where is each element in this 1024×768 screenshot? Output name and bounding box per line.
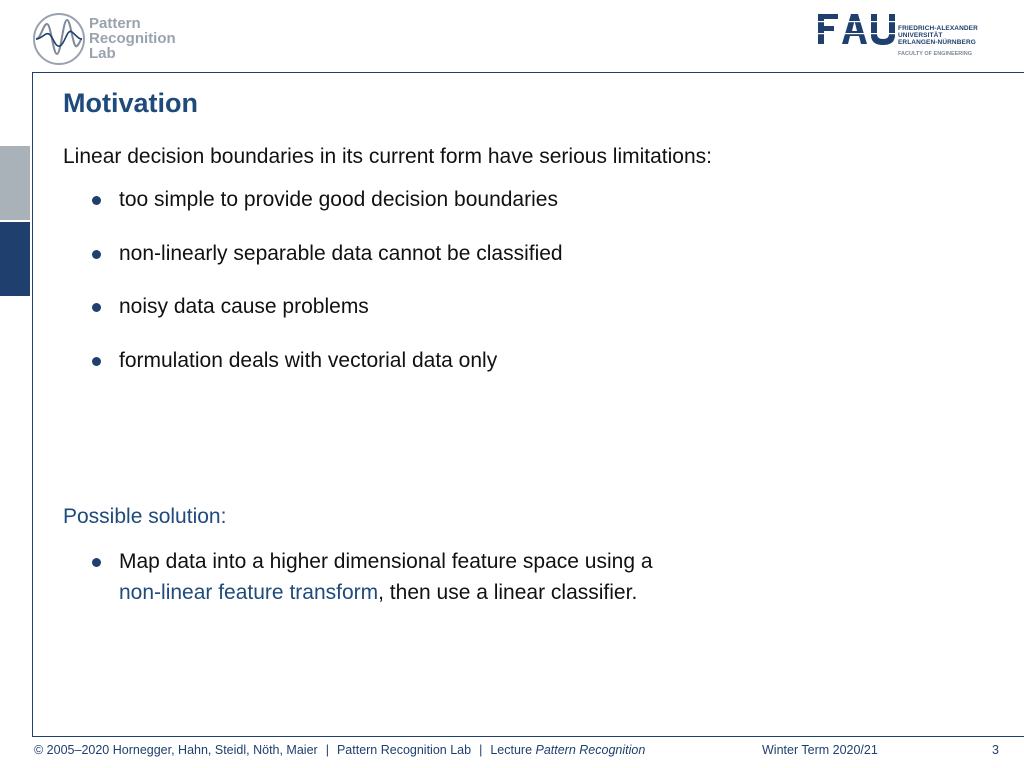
footer bbox=[0, 740, 1024, 764]
bullet-icon bbox=[92, 357, 101, 366]
list-item-text: non-linearly separable data cannot be classified bbox=[119, 242, 563, 265]
list-item bbox=[92, 242, 563, 266]
waveform-circle-icon bbox=[32, 12, 86, 66]
header bbox=[0, 0, 1024, 72]
page-number: 3 bbox=[992, 743, 999, 757]
list-item-text: too simple to provide good decision boundaries bbox=[119, 188, 558, 211]
prl-logo-line: Lab bbox=[89, 45, 116, 62]
solution-line-1: Map data into a higher dimensional feature space using a bbox=[119, 550, 653, 573]
fau-wordmark bbox=[818, 12, 896, 46]
list-item bbox=[92, 349, 497, 373]
footer-copyright: © 2005–2020 Hornegger, Hahn, Steidl, Nöth, Maier bbox=[34, 743, 318, 757]
fau-logo-line: ERLANGEN-NÜRNBERG bbox=[898, 39, 976, 46]
slide-title: Motivation bbox=[63, 88, 198, 118]
fau-logo-line: UNIVERSITÄT bbox=[898, 32, 943, 39]
solution-line-2-rest: , then use a linear classifier. bbox=[378, 581, 638, 604]
bullet-icon bbox=[92, 250, 101, 259]
list-item-text: formulation deals with vectorial data only bbox=[119, 349, 498, 372]
prl-logo-text bbox=[89, 16, 176, 61]
footer-left bbox=[34, 743, 645, 757]
list-item-text: noisy data cause problems bbox=[119, 295, 369, 318]
bullet-icon bbox=[92, 303, 101, 312]
footer-lab: Pattern Recognition Lab bbox=[336, 743, 472, 757]
solution-highlight: non-linear feature transform bbox=[119, 581, 379, 604]
footer-lecture-prefix: Lecture bbox=[490, 743, 536, 757]
side-tab-gray bbox=[0, 146, 30, 220]
footer-term: Winter Term 2020/21 bbox=[762, 743, 878, 757]
possible-solution-label: Possible solution: bbox=[63, 505, 227, 528]
footer-separator: | bbox=[325, 743, 329, 757]
fau-faculty: FACULTY OF ENGINEERING bbox=[898, 51, 973, 57]
solution-line-2 bbox=[92, 577, 653, 608]
fau-logo-text bbox=[898, 25, 978, 46]
bullet-icon bbox=[92, 196, 101, 205]
list-item bbox=[92, 188, 558, 212]
solution-item bbox=[92, 546, 653, 608]
bullet-icon bbox=[92, 558, 101, 567]
prl-logo bbox=[32, 12, 192, 68]
list-item bbox=[92, 295, 369, 319]
prl-logo-line: Recognition bbox=[89, 30, 176, 47]
footer-separator: | bbox=[479, 743, 483, 757]
prl-logo-line: Pattern bbox=[89, 15, 141, 32]
footer-lecture-name: Pattern Recognition bbox=[535, 743, 646, 757]
slide-frame bbox=[32, 72, 1024, 737]
side-tab-blue bbox=[0, 222, 30, 296]
intro-text: Linear decision boundaries in its current form have serious limitations: bbox=[63, 145, 712, 168]
fau-logo-line: FRIEDRICH-ALEXANDER bbox=[898, 25, 978, 32]
fau-logo bbox=[818, 12, 998, 62]
